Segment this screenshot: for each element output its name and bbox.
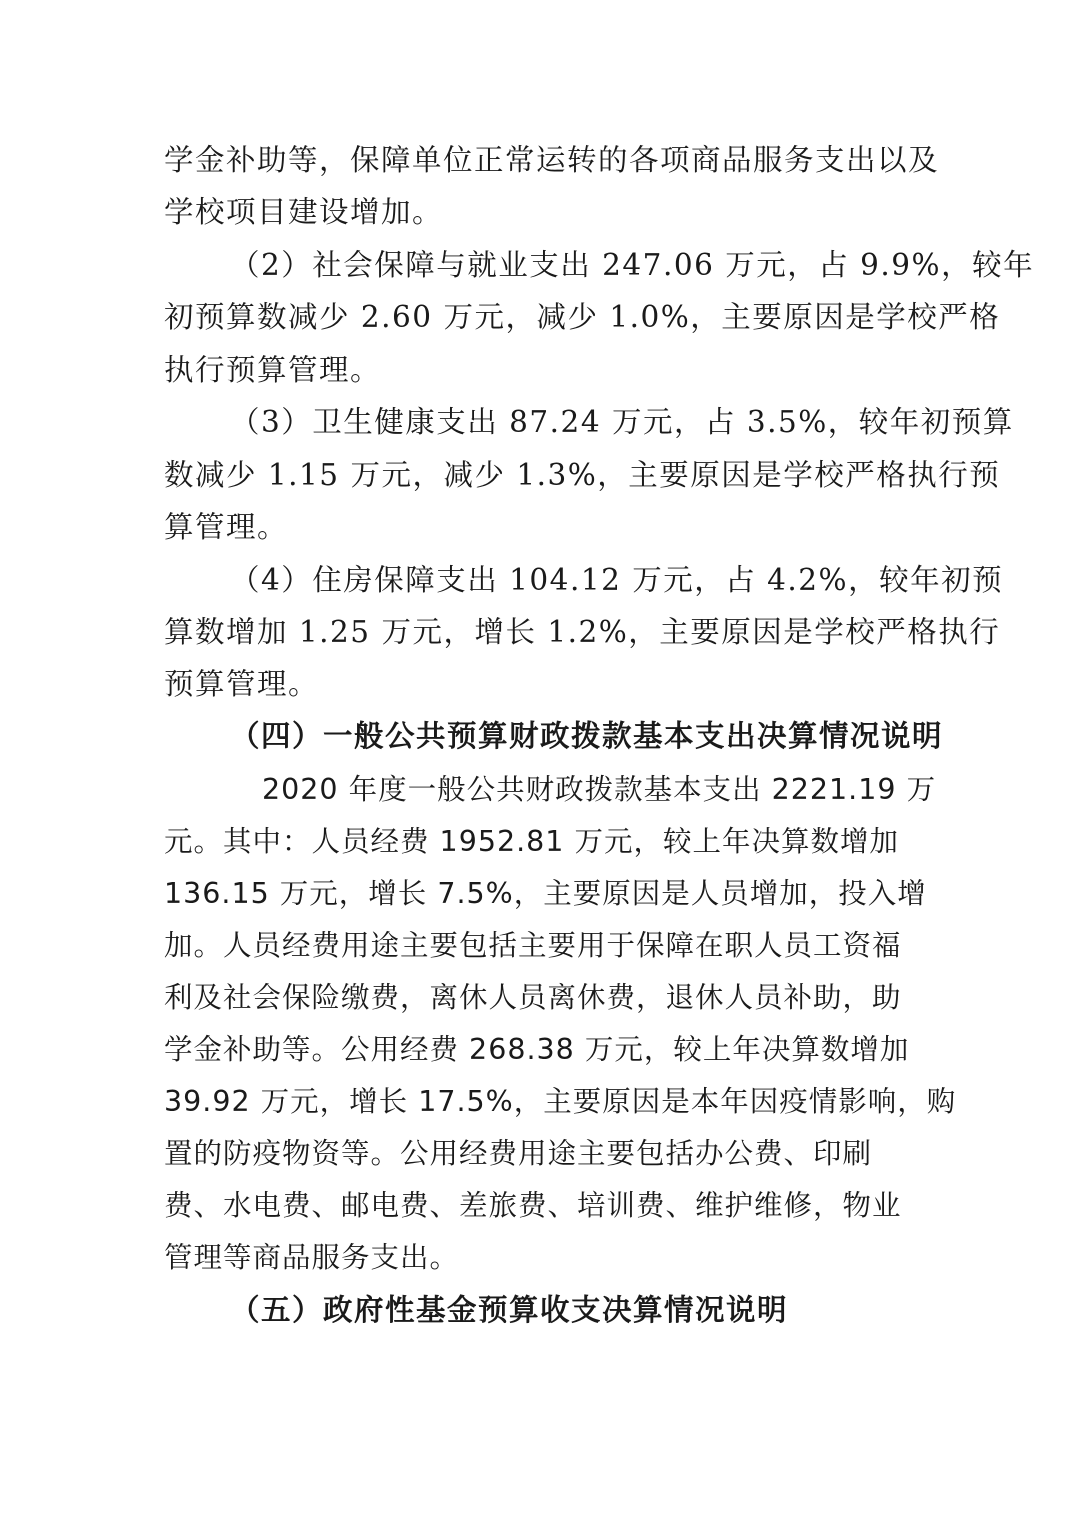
paragraph-line: 利及社会保险缴费，离休人员离休费，退休人员补助，助 (164, 981, 902, 1014)
section-heading: （五）政府性基金预算收支决算情况说明 (230, 1292, 789, 1327)
paragraph-line: 元。其中：人员经费 1952.81 万元，较上年决算数增加 (164, 825, 899, 858)
paragraph-line: 费、水电费、邮电费、差旅费、培训费、维护维修，物业 (164, 1189, 902, 1222)
paragraph-line: （4）住房保障支出 104.12 万元，占 4.2%，较年初预 (230, 563, 1004, 597)
paragraph-line: （3）卫生健康支出 87.24 万元，占 3.5%，较年初预算 (230, 405, 1014, 439)
paragraph-line: 学金补助等。公用经费 268.38 万元，较上年决算数增加 (164, 1033, 910, 1066)
paragraph-line: 初预算数减少 2.60 万元，减少 1.0%，主要原因是学校严格 (164, 300, 1001, 334)
paragraph-line: 管理等商品服务支出。 (164, 1241, 460, 1274)
paragraph-line: 学金补助等，保障单位正常运转的各项商品服务支出以及 (164, 143, 940, 177)
paragraph-line: 数减少 1.15 万元，减少 1.3%，主要原因是学校严格执行预 (164, 458, 1001, 492)
paragraph-line: 置的防疫物资等。公用经费用途主要包括办公费、印刷 (164, 1137, 873, 1170)
paragraph-line: 算数增加 1.25 万元，增长 1.2%，主要原因是学校严格执行 (164, 615, 1001, 649)
paragraph-line: 2020 年度一般公共财政拨款基本支出 2221.19 万 (262, 773, 937, 806)
section-heading: （四）一般公共预算财政拨款基本支出决算情况说明 (230, 718, 944, 753)
paragraph-line: 执行预算管理。 (164, 353, 382, 387)
paragraph-line: 加。人员经费用途主要包括主要用于保障在职人员工资福 (164, 929, 902, 962)
paragraph-line: 39.92 万元，增长 17.5%，主要原因是本年因疫情影响，购 (164, 1085, 957, 1118)
paragraph-line: 算管理。 (164, 510, 289, 544)
paragraph-line: 学校项目建设增加。 (164, 195, 444, 229)
paragraph-line: 136.15 万元，增长 7.5%，主要原因是人员增加，投入增 (164, 877, 927, 910)
paragraph-line: 预算管理。 (164, 667, 320, 701)
paragraph-line: （2）社会保障与就业支出 247.06 万元，占 9.9%，较年 (230, 248, 1035, 282)
